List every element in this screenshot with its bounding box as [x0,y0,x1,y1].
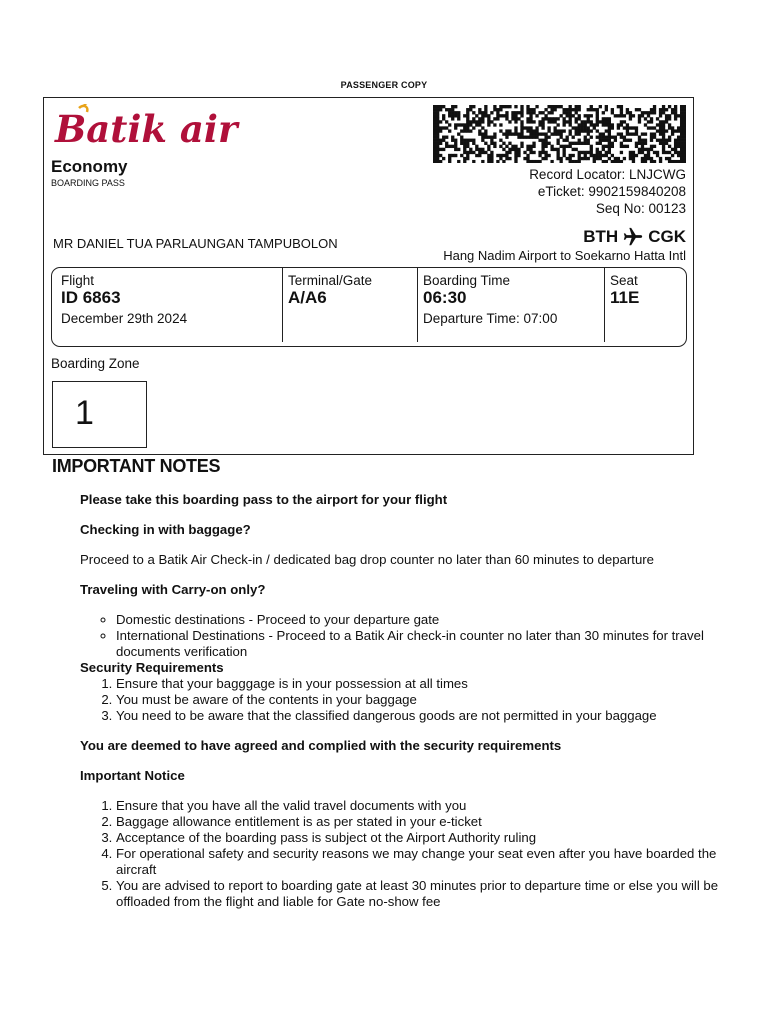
carryon-heading: Traveling with Carry-on only? [80,582,266,597]
list-item: ◦ Domestic destinations - Proceed to your departure gate [116,612,740,628]
agreement-text: You are deemed to have agreed and complied with the security requirements [80,738,562,753]
important-notes [80,492,740,910]
terminal-gate-label: Terminal/Gate [288,273,373,288]
list-item: 2. Baggage allowance entitlement is as per stated in your e-ticket [116,814,740,830]
barcode [433,105,686,163]
baggage-text: Proceed to a Batik Air Check-in / dedicated bag drop counter no later than 60 minutes to departure [80,552,655,567]
route-codes [583,226,686,248]
passenger-copy-label: PASSENGER COPY [340,80,428,90]
boarding-zone-value: 1 [75,394,94,432]
sequence-number: Seq No: 00123 [595,201,686,216]
flight-column [61,268,286,342]
seat-column [604,268,685,342]
baggage-heading: Checking in with baggage? [80,522,251,537]
airplane-icon [622,226,644,248]
list-item: 1. Ensure that your bagggage is in your possession at all times [116,676,740,692]
eticket-number: eTicket: 9902159840208 [537,184,686,199]
notes-title: IMPORTANT NOTES [52,456,221,476]
terminal-gate-value: A/A6 [288,288,327,307]
seat-value: 11E [610,288,640,307]
booking-info [529,166,686,217]
boarding-zone-label: Boarding Zone [51,356,140,371]
list-item: 3. Acceptance of the boarding pass is subject ot the Airport Authority ruling [116,830,740,846]
carryon-list [80,612,740,660]
flight-details-box [51,267,687,347]
list-item: 1. Ensure that you have all the valid travel documents with you [116,798,740,814]
boarding-time-column [417,268,605,342]
passenger-name: MR DANIEL TUA PARLAUNGAN TAMPUBOLON [53,236,338,251]
list-item: 5. You are advised to report to boarding gate at least 30 minutes prior to departure time or else you will be offloaded from the flight and liable for Gate no-show fee [116,878,740,910]
list-item: 2. You must be aware of the contents in your baggage [116,692,740,708]
destination-code: CGK [648,227,686,246]
boarding-time-label: Boarding Time [423,273,511,288]
cabin-class: Economy [51,157,128,176]
flight-label: Flight [61,273,95,288]
route-description: Hang Nadim Airport to Soekarno Hatta Intl [443,248,686,263]
list-item: 3. You need to be aware that the classified dangerous goods are not permitted in your baggage [116,708,740,724]
departure-time: Departure Time: 07:00 [423,311,558,326]
flight-date: December 29th 2024 [61,311,188,326]
list-item: ◦ International Destinations - Proceed to a Batik Air check-in counter no later than 30 minutes for travel documents verification [116,628,740,660]
boarding-pass-label: BOARDING PASS [51,178,125,188]
security-heading: Security Requirements [80,660,224,675]
notice-heading: Important Notice [80,768,185,783]
list-item: 4. For operational safety and security reasons we may change your seat even after you have boarded the aircraft [116,846,740,878]
batik-air-logo [53,104,243,154]
seat-label: Seat [610,273,638,288]
terminal-gate-column [282,268,417,342]
security-list [80,676,740,724]
record-locator: Record Locator: LNJCWG [529,167,686,182]
boarding-zone-box [52,381,147,448]
notes-intro: Please take this boarding pass to the airport for your flight [80,492,448,507]
boarding-time-value: 06:30 [423,288,467,307]
flight-number: ID 6863 [61,288,121,307]
origin-code: BTH [583,227,619,246]
notice-list [80,798,740,910]
logo-text: Batik air [55,107,238,151]
